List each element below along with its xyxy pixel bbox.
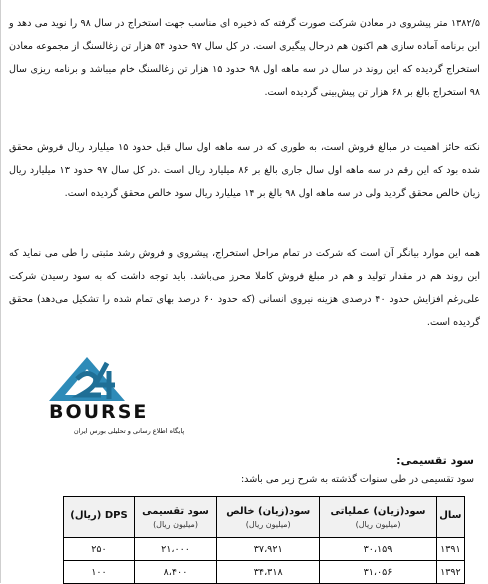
bourse-logo xyxy=(47,355,189,439)
bourse-logo-mark xyxy=(47,355,189,439)
cell-dividend: ۲۱،۰۰۰ xyxy=(134,538,216,561)
header-year: سال xyxy=(436,497,464,538)
logo-tagline: پایگاه اطلاع رسانی و تحلیلی بورس ایران xyxy=(73,427,185,435)
cell-dps: ۱۰۰ xyxy=(64,561,135,584)
header-dps: DPS (ریال) xyxy=(64,497,135,538)
header-dividend: سود تقسیمی (میلیون ریال) xyxy=(134,497,216,538)
header-operating-profit: سود(زیان) عملیاتی (میلیون ریال) xyxy=(320,497,436,538)
cell-net-profit: ۳۴،۳۱۸ xyxy=(217,561,320,584)
dividend-table xyxy=(63,496,465,584)
header-net-profit: سود(زیان) خالص (میلیون ریال) xyxy=(217,497,320,538)
logo-wordmark: BOURSE xyxy=(49,401,149,423)
cell-year: ۱۳۹۲ xyxy=(436,561,464,584)
paragraph-extraction: ۱۳۸۲/۵ متر پیشروی در معادن شرکت صورت گرفته که ذخیره ای مناسب جهت استخراج در سال ۹۸ را نوید می دهد و این برنامه آماده سازی هم اکنون هم درحال پیگیری است. در کل سال ۹۷ حدود ۵۴ هزار تن زغالسنگ از مجموعه معادن استخراج گردیده که این روند در سال در سه ماهه اول ۹۸ حدود ۱۵ هزار تن زغالسنگ خام میباشد و برنامه ریزی سال ۹۸ استخراج بالغ بر ۶۸ هزار تن پیش‌بینی گردیده است. xyxy=(9,17,480,98)
table-row xyxy=(64,538,465,561)
cell-operating-profit: ۳۱،۰۵۶ xyxy=(320,561,436,584)
paragraph-summary: همه این موارد بیانگر آن است که شرکت در تمام مراحل استخراج، پیشروی و فروش رشد مثبتی را طی می نماید که این روند هم در مقدار تولید و هم در مبلغ فروش کاملا محرز می‌باشد. باید توجه داشت که به سود رسیدن شرکت علی‌رغم افزایش حدود ۴۰ درصدی هزینه نیروی انسانی (که حدود ۶۰ درصد بهای تمام شده را تشکیل می‌دهد) محقق گردیده است. xyxy=(9,247,480,328)
cell-year: ۱۳۹۱ xyxy=(436,538,464,561)
dividend-intro: سود تقسیمی در طی سنوات گذشته به شرح زیر می باشد: xyxy=(240,474,474,485)
cell-dividend: ۸،۴۰۰ xyxy=(134,561,216,584)
paragraph-sales: نکته حائز اهمیت در مبالغ فروش است، به طوری که در سه ماهه اول سال قبل حدود ۱۵ میلیارد ریال فروش محقق شده بود که این رقم در سه ماهه اول سال جاری بالغ بر ۸۶ میلیارد ریال است .در کل سال ۹۷ حدود ۱۳ میلیارد ریال زیان خالص محقق گردید ولی در سه ماهه اول ۹۸ بالغ بر ۱۴ میلیارد ریال سود خالص محقق گردیده است. xyxy=(9,141,480,199)
cell-operating-profit: ۳۰،۱۵۹ xyxy=(320,538,436,561)
cell-dps: ۲۵۰ xyxy=(64,538,135,561)
table-header-row xyxy=(64,497,465,538)
cell-net-profit: ۳۷،۹۲۱ xyxy=(217,538,320,561)
table-row xyxy=(64,561,465,584)
dividend-heading: سود تقسیمی: xyxy=(396,454,474,467)
